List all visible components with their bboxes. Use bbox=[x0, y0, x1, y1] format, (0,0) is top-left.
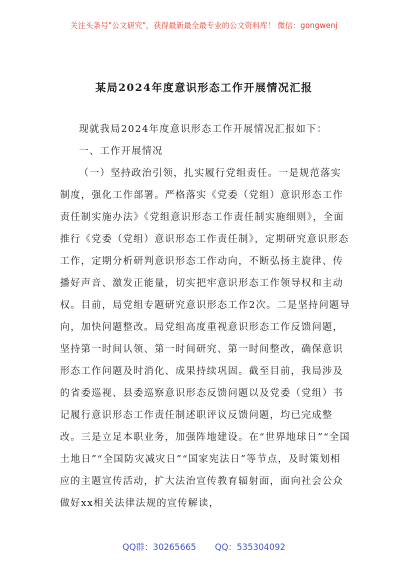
section-heading: 一、工作开展情况 bbox=[79, 146, 163, 157]
document-body bbox=[60, 119, 351, 515]
body-paragraph: （一）坚持政治引领，扎实履行党组责任。一是规范落实制度，强化工作部署。严格落实《党委（党组）意识形态工作责任制实施办法》《党组意识形态工作责任制实施细则》，全面推行《党委（党组）意识形态工作责任制》，定期研究意识形态工作，定期分析研判意识形态工作动向，不断弘扬主旋律、传播好声音、激发正能量，切实把牢意识形态工作领导权和主动权。目前，局党组专题研究意识形态工作2次。二是坚持问题导向，加快问题整改。局党组高度重视意识形态工作反馈问题，坚持第一时间认领、第一时间研究、第一时间整改，确保意识形态工作问题及时消化、成果持续巩固。截至目前，我局涉及的省委巡视、县委巡察意识形态反馈问题以及党委（党组）书记履行意识形态工作责任制述职评议反馈问题，均已完成整改。三是立足本职业务，加强阵地建设。在“世界地球日”“全国土地日”“全国防灾减灾日”“国家宪法日”等节点，及时策划相应的主题宣传活动，扩大法治宣传教育辐射面，面向社会公众做好xx相关法律法规的宣传解读， bbox=[60, 168, 351, 509]
intro-paragraph: 现就我局2024年度意识形态工作开展情况汇报如下： bbox=[79, 124, 328, 135]
qq-group-link[interactable]: QQ群：30265665 bbox=[122, 543, 197, 553]
footer-contact bbox=[0, 541, 408, 553]
document-title: 某局2024年度意识形态工作开展情况汇报 bbox=[95, 82, 313, 94]
promo-banner: 关注头条号"公文研究"，获得最新最全最专业的公文资料库！ 微信：gongwenj bbox=[70, 21, 338, 30]
qq-contact-link[interactable]: QQ：535304092 bbox=[214, 543, 286, 553]
